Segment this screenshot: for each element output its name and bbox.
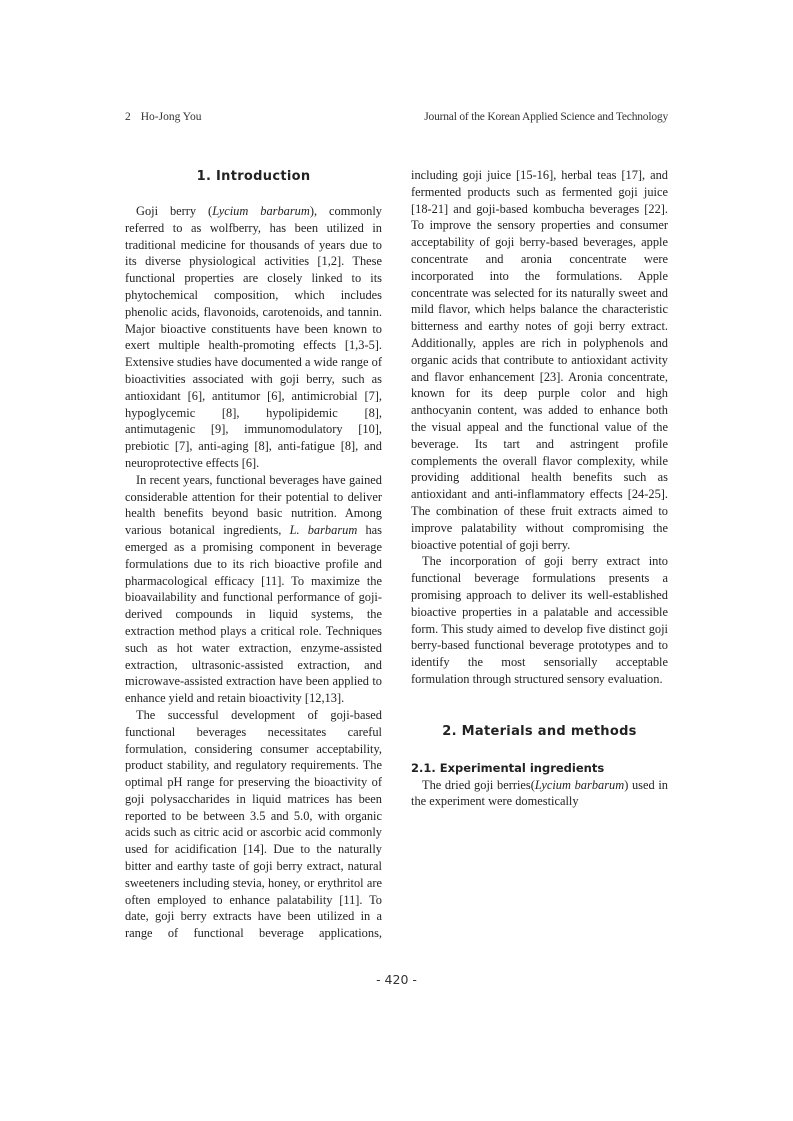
section-title-materials-methods: 2. Materials and methods (442, 723, 637, 739)
header-journal-title: Journal of the Korean Applied Science and Technology (424, 111, 668, 123)
text-run: has emerged as a promising component in beverage formulations due to its rich bioactive profile and pharmacological efficacy [11]. To maximize the bioavailability and functional performance of goji-derived compounds in liquid systems, the extraction method plays a critical role. Techniques such as hot water extraction, enzyme-assisted extraction, ultrasonic-assisted extraction, and microwave-assisted extraction have been applied to enhance yield and retain bioactivity [12,13]. (125, 523, 382, 706)
section-title-introduction: 1. Introduction (196, 169, 311, 184)
species-name: Lycium barbarum (534, 777, 625, 792)
text-run: Goji berry ( (136, 204, 213, 218)
text-run: ) used in the experiment were domestically (411, 777, 668, 809)
header-left (125, 111, 201, 123)
subsection-title-ingredients: 2.1. Experimental ingredients (411, 760, 605, 775)
spacer (411, 688, 668, 722)
running-header (125, 111, 668, 127)
intro-paragraph-3: The successful development of goji-based functional beverages necessitates careful formulation, considering consumer acceptability, product stability, and regulatory requirements. The optimal pH range for preserving the bioactivity of goji polysaccharides in liquid matrices has been reported to be between 3.5 and 5.0, with organic acids such as citric acid or ascorbic acid commonly used for acidification [14]. Due to the naturally bitter and earthy taste of goji berry extract, natural sweeteners including stevia, honey, or erythritol are often employed to enhance palatability [11]. To date, goji berry extracts have been utilized in a range of functional beverage applications, (125, 707, 382, 941)
intro-paragraph-3-continued: including goji juice [15-16], herbal teas [17], and fermented products such as fermented goji juice [18-21] and goji-based kombucha beverages [22]. To improve the sensory properties and consumer acceptability of goji berry-based beverages, apple concentrate and aronia concentrate were incorporated into the formulations. Apple concentrate was selected for its naturally sweet and mild flavor, which helps balance the characteristic bitterness and earthy notes of goji berry extract. Additionally, apples are rich in polyphenols and organic acids that contribute to antioxidant activity and flavor enhancement [23]. Aronia concentrate, known for its deep purple color and high anthocyanin content, was added to enhance both the visual appeal and the functional value of the beverage. Its tart and astringent profile complements the overall flavor complexity, while providing additional health benefits such as antioxidant and anti-inflammatory effects [24-25]. The combination of these fruit extracts aimed to improve palatability without compromising the bioactive potential of goji berry. (411, 168, 668, 552)
spacer (411, 742, 668, 760)
left-column (125, 167, 382, 942)
page-folio: - 420 - (376, 972, 417, 987)
spacer (125, 187, 382, 203)
intro-paragraph-2 (125, 472, 382, 707)
header-page-number: 2 (125, 111, 131, 123)
intro-paragraph-1 (125, 203, 382, 472)
right-column (411, 167, 668, 810)
text-run: ), commonly referred to as wolfberry, has been utilized in traditional medicine for thousands of years due to its diverse physiological activities [1,2]. These functional properties are closely linked to its phytochemical composition, which includes phenolic acids, flavonoids, carotenoids, and tannin. Major bioactive constituents have been known to exert multiple health-promoting effects [1,3-5]. Extensive studies have documented a wide range of bioactivities associated with goji berry, such as antioxidant [6], antitumor [6], antimicrobial [7], hypoglycemic [8], hypolipidemic [8], antimutagenic [9], immunomodulatory [10], prebiotic [7], anti-aging [8], anti-fatigue [8], and neuroprotective effects [6]. (125, 204, 382, 470)
text-run: The dried goji berries( (422, 777, 535, 792)
text-run: In recent years, functional beverages have gained considerable attention for their potential to deliver health benefits beyond basic nutrition. Among various botanical ingredients, (125, 472, 382, 538)
species-name: L. barbarum (289, 523, 358, 538)
header-author: Ho-Jong You (140, 111, 202, 123)
materials-paragraph-1 (411, 777, 668, 811)
species-name: Lycium barbarum (212, 204, 310, 218)
intro-paragraph-4: The incorporation of goji berry extract into functional beverage formulations presents a promising approach to deliver its well-established bioactive properties in a palatable and accessible form. This study aimed to develop five distinct goji berry-based functional beverage prototypes and to identify the most sensorially acceptable formulation through structured sensory evaluation. (411, 554, 668, 686)
